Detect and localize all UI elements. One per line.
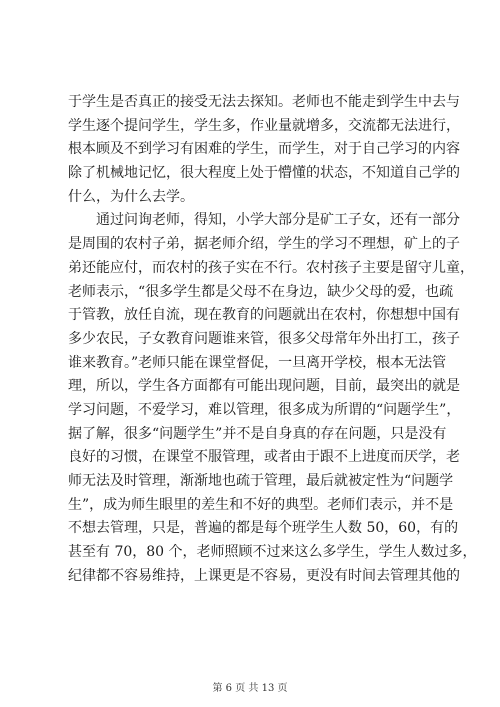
text-line: 除了机械地记忆，很大程度上处于懵懂的状态，不知道自己学的: [68, 165, 460, 182]
text-line: 学习问题，不爱学习，难以管理，很多成为所谓的“问题学生”，: [68, 401, 461, 418]
text-line: 不想去管理，只是，普遍的都是每个班学生人数 50，60，有的: [68, 520, 459, 537]
text-line: 甚至有 70，80 个，老师照顾不过来这么多学生，学生人数过多，: [68, 544, 477, 561]
text-line: 据了解，很多“问题学生”并不是自身真的存在问题，只是没有: [68, 425, 447, 442]
page-footer: 第 6 页 共 13 页: [212, 683, 288, 694]
text-line: 是周围的农村子弟，据老师介绍，学生的学习不理想，矿上的子: [68, 236, 460, 253]
text-line: 于学生是否真正的接受无法去探知。老师也不能走到学生中去与: [68, 94, 460, 110]
text-line: 学生逐个提问学生，学生多，作业量就增多，交流都无法进行，: [68, 117, 460, 134]
paragraph: [68, 209, 477, 588]
text-line: 良好的习惯，在课堂不服管理，或者由于跟不上进度而厌学，老: [68, 449, 460, 466]
text-line: 谁来教育。”老师只能在课堂督促，一旦离开学校，根本无法管: [68, 354, 447, 371]
text-line: 师无法及时管理，渐渐地也疏于管理，最后就被定性为“问题学: [68, 473, 454, 489]
body-text: [68, 91, 477, 588]
text-line: 通过问询老师，得知，小学大部分是矿工子女，还有一部分: [96, 212, 460, 229]
text-line: 理，所以，学生各方面都有可能出现问题，目前，最突出的就是: [68, 378, 460, 395]
text-line: 生”，成为师生眼里的差生和不好的典型。老师们表示，并不是: [68, 496, 454, 513]
text-line: 多少农民，子女教育问题谁来管，很多父母常年外出打工，孩子: [68, 330, 460, 347]
text-line: 根本顾及不到学习有困难的学生，而学生，对于自己学习的内容: [68, 141, 460, 158]
text-line: 老师表示，“很多学生都是父母不在身边，缺少父母的爱，也疏: [68, 283, 454, 300]
text-line: 于管教，放任自流，现在教育的问题就出在农村，你想想中国有: [68, 307, 460, 324]
text-line: 纪律都不容易维持，上课更是不容易，更没有时间去管理其他的: [68, 567, 460, 584]
paragraph: [68, 91, 460, 209]
text-line: 弟还能应付，而农村的孩子实在不行。农村孩子主要是留守儿童，: [68, 259, 474, 276]
text-line: 什么，为什么去学。: [68, 188, 194, 205]
